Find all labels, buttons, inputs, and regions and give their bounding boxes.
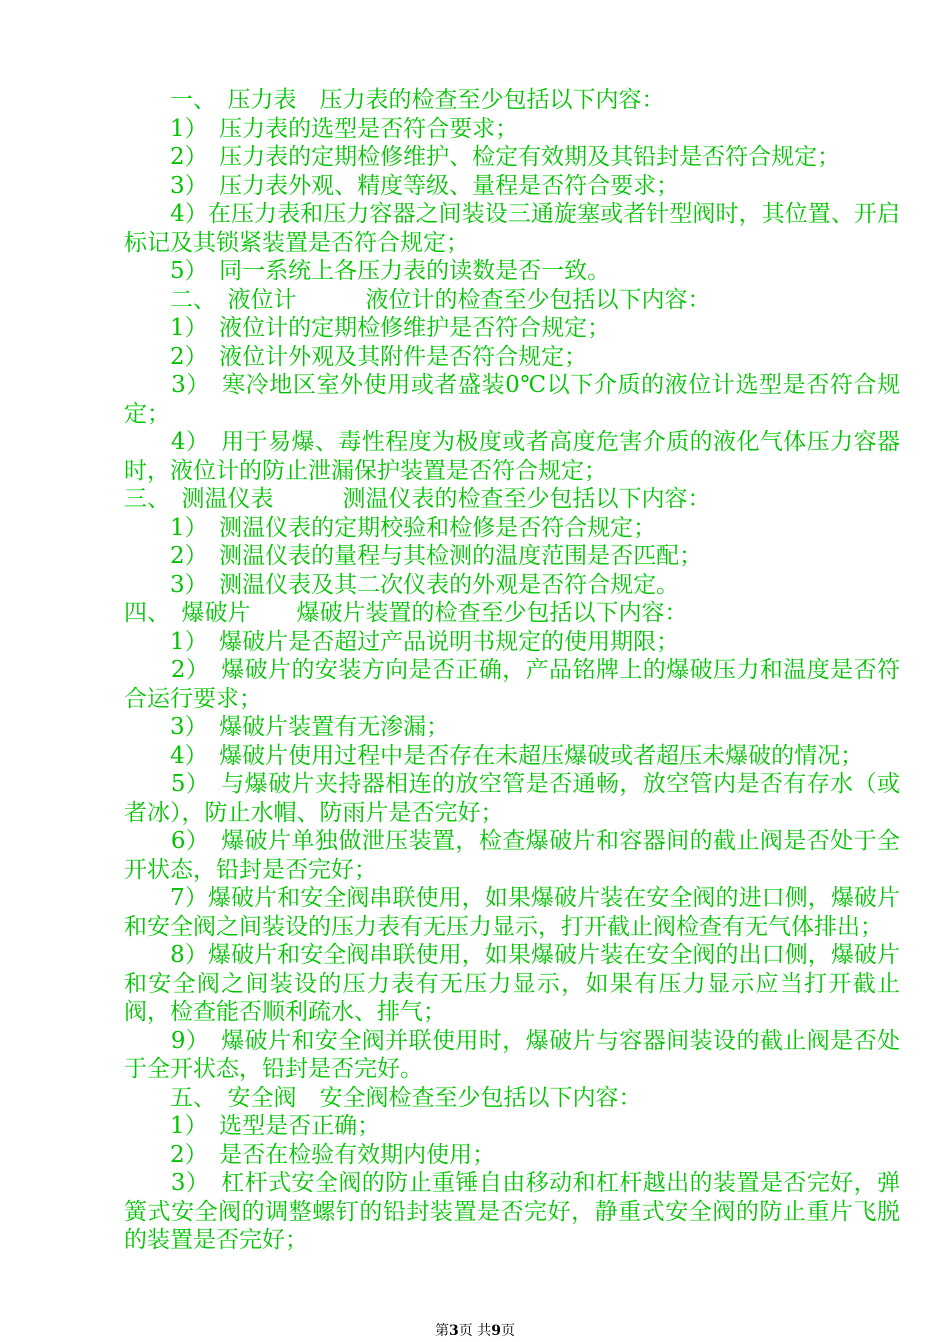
- paragraph: 9） 爆破片和安全阀并联使用时，爆破片与容器间装设的截止阀是否处于全开状态，铅封是否完好。: [124, 1027, 900, 1082]
- paragraph: 7）爆破片和安全阀串联使用，如果爆破片装在安全阀的进口侧，爆破片和安全阀之间装设的压力表有无压力显示，打开截止阀检查有无气体排出；: [124, 885, 900, 940]
- footer-suffix: 页: [500, 1323, 515, 1339]
- paragraph: 8）爆破片和安全阀串联使用，如果爆破片装在安全阀的出口侧，爆破片和安全阀之间装设的压力表有无压力显示，如果有压力显示应当打开截止阀，检查能否顺利疏水、排气；: [124, 942, 900, 1025]
- paragraph: 1） 爆破片是否超过产品说明书规定的使用期限；: [124, 628, 680, 655]
- paragraph: 4） 用于易爆、毒性程度为极度或者高度危害介质的液化气体压力容器时，液位计的防止泄漏保护装置是否符合规定；: [124, 429, 900, 484]
- total-page-number: 9: [491, 1323, 501, 1339]
- paragraph: 1） 选型是否正确；: [124, 1113, 381, 1139]
- paragraph: 4）在压力表和压力容器之间装设三通旋塞或者针型阀时，其位置、开启标记及其锁紧装置是否符合规定；: [124, 201, 900, 256]
- paragraph: 五、 安全阀 安全阀检查至少包括以下内容：: [124, 1084, 642, 1111]
- paragraph: 5） 同一系统上各压力表的读数是否一致。: [124, 258, 611, 284]
- paragraph: 一、 压力表 压力表的检查至少包括以下内容：: [124, 87, 665, 113]
- page-footer: [0, 1320, 950, 1340]
- paragraph: 二、 液位计 液位计的检查至少包括以下内容：: [124, 286, 711, 313]
- paragraph: 5） 与爆破片夹持器相连的放空管是否通畅，放空管内是否有存水（或者冰），防止水帽、防雨片是否完好；: [124, 771, 900, 826]
- paragraph: 三、 测温仪表 测温仪表的检查至少包括以下内容：: [124, 486, 711, 512]
- paragraph: 2） 是否在检验有效期内使用；: [124, 1141, 496, 1168]
- current-page-number: 3: [449, 1323, 459, 1339]
- paragraph: 2） 爆破片的安装方向是否正确，产品铭牌上的爆破压力和温度是否符合运行要求；: [124, 657, 900, 712]
- paragraph: 3） 寒冷地区室外使用或者盛装0℃以下介质的液位计选型是否符合规定；: [124, 372, 900, 427]
- paragraph: 3） 杠杆式安全阀的防止重锤自由移动和杠杆越出的装置是否完好，弹簧式安全阀的调整螺钉的铅封装置是否完好，静重式安全阀的防止重片飞脱的装置是否完好；: [124, 1170, 900, 1253]
- paragraph: 2） 测温仪表的量程与其检测的温度范围是否匹配；: [124, 543, 703, 569]
- paragraph: 1） 液位计的定期检修维护是否符合规定；: [124, 315, 611, 341]
- paragraph: 4） 爆破片使用过程中是否存在未超压爆破或者超压未爆破的情况；: [124, 742, 864, 769]
- paragraph: 6） 爆破片单独做泄压装置，检查爆破片和容器间的截止阀是否处于全开状态，铅封是否完好；: [124, 828, 900, 883]
- footer-middle: 页 共: [458, 1323, 492, 1339]
- paragraph: 四、 爆破片 爆破片装置的检查至少包括以下内容：: [124, 600, 688, 626]
- paragraph: 3） 测温仪表及其二次仪表的外观是否符合规定。: [124, 571, 680, 598]
- paragraph: 2） 压力表的定期检修维护、检定有效期及其铅封是否符合规定；: [124, 144, 841, 170]
- paragraph: 3） 爆破片装置有无渗漏；: [124, 714, 450, 740]
- footer-prefix: 第: [435, 1323, 450, 1339]
- document-body: [124, 86, 900, 1255]
- paragraph: 3） 压力表外观、精度等级、量程是否符合要求；: [124, 172, 680, 199]
- paragraph: 1） 压力表的选型是否符合要求；: [124, 115, 519, 142]
- paragraph: 1） 测温仪表的定期校验和检修是否符合规定；: [124, 514, 657, 541]
- paragraph: 2） 液位计外观及其附件是否符合规定；: [124, 343, 588, 370]
